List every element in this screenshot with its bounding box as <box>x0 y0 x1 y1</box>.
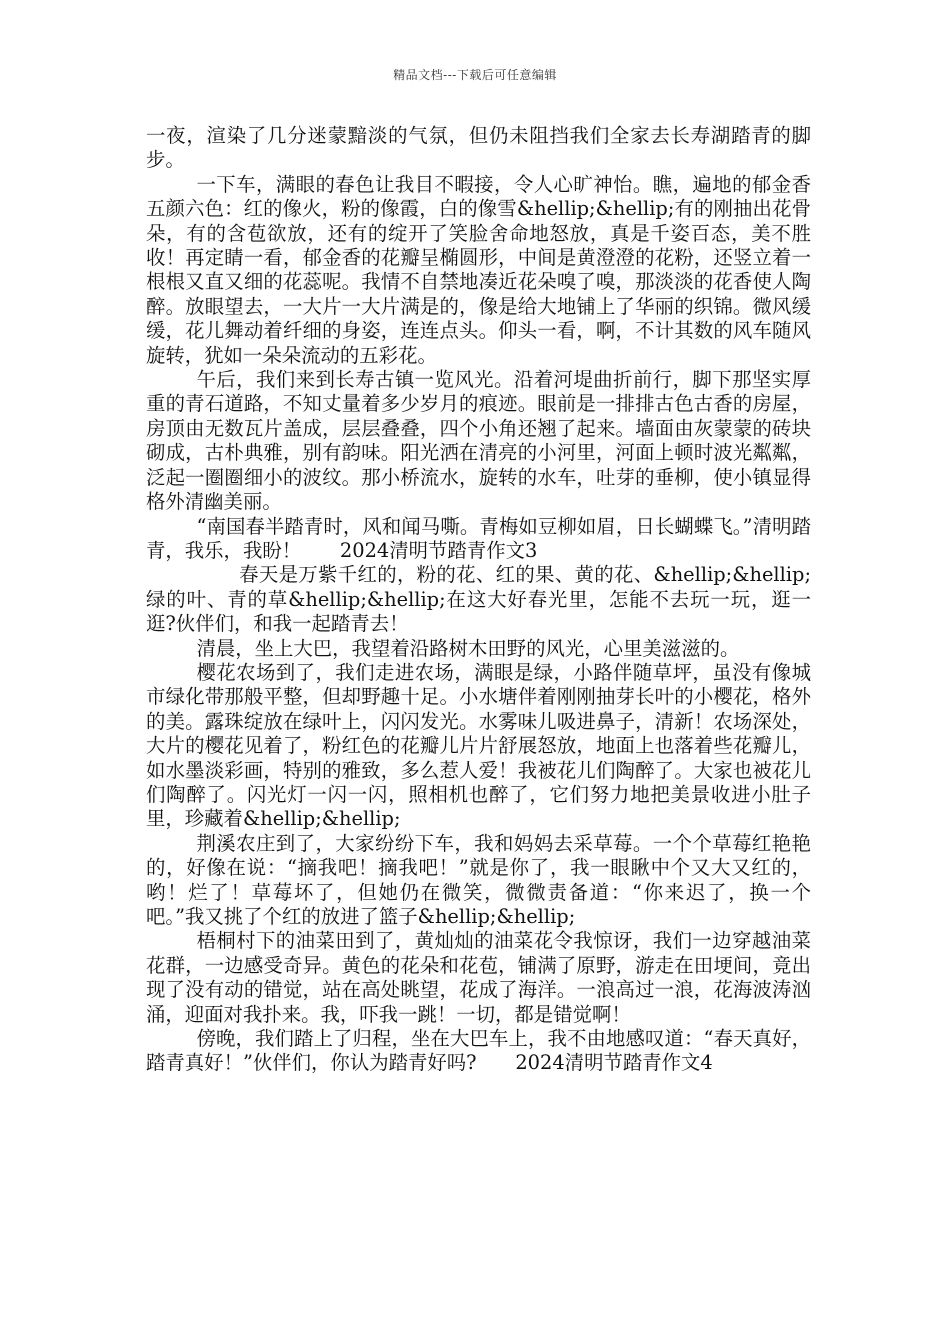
page-header: 精品文档---下载后可任意编辑 <box>393 68 557 82</box>
paragraph-tulips: 一下车，满眼的春色让我目不暇接，令人心旷神怡。瞧，遍地的郁金香五颜六色：红的像火，粉的像霞，白的像雪&hellip;&hellip;有的刚抽出花骨朵，有的含苞欲放，还有的绽开了笑脸舍命地怒放，真是千姿百态，美不胜收！再定睛一看，郁金香的花瓣呈椭圆形，中间是黄澄澄的花粉，还竖立着一根根又直又细的花蕊呢。我情不自禁地凑近花朵嗅了嗅，那淡淡的花香使人陶醉。放眼望去，一大片一大片满是的，像是给大地铺上了华丽的织锦。微风缓缓，花儿舞动着纤细的身姿，连连点头。仰头一看，啊，不计其数的风车随风旋转，犹如一朵朵流动的五彩花。 <box>146 172 811 367</box>
paragraph-poem: “南国春半踏青时，风和闻马嘶。青梅如豆柳如眉，日长蝴蝶飞。”清明踏青，我乐，我盼！ 2024清明节踏青作文3 <box>146 514 811 562</box>
paragraph-continuation: 一夜，渲染了几分迷蒙黯淡的气氛，但仍未阻挡我们全家去长寿湖踏青的脚步。 <box>146 124 811 172</box>
paragraph-cherry-farm: 樱花农场到了，我们走进农场，满眼是绿，小路伴随草坪，虽没有像城市绿化带那般平整，但却野趣十足。小水塘伴着刚刚抽芽长叶的小樱花，格外的美。露珠绽放在绿叶上，闪闪发光。水雾味儿吸进鼻子，清新！农场深处，大片的樱花见着了，粉红色的花瓣儿片片舒展怒放，地面上也落着些花瓣儿，如水墨淡彩画，特别的雅致，多么惹人爱！我被花儿们陶醉了。大家也被花儿们陶醉了。闪光灯一闪一闪，照相机也醉了，它们努力地把美景收进小肚子里，珍藏着&hellip;&hellip; <box>146 660 811 831</box>
paragraph-rapeseed: 梧桐村下的油菜田到了，黄灿灿的油菜花令我惊讶，我们一边穿越油菜花群，一边感受奇异。黄色的花朵和花苞，铺满了原野，游走在田埂间，竟出现了没有动的错觉，站在高处眺望，花成了海洋。一浪高过一浪，花海波涛汹涌，迎面对我扑来。我，吓我一跳！一切，都是错觉啊！ <box>146 929 811 1026</box>
document-body <box>146 124 811 1076</box>
paragraph-evening: 傍晚，我们踏上了归程，坐在大巴车上，我不由地感叹道：“春天真好，踏青真好！”伙伴们，你认为踏青好吗? 2024清明节踏青作文4 <box>146 1027 811 1075</box>
paragraph-old-town: 午后，我们来到长寿古镇一览风光。沿着河堤曲折前行，脚下那坚实厚重的青石道路，不知丈量着多少岁月的痕迹。眼前是一排排古色古香的房屋，房顶由无数瓦片盖成，层层叠叠，四个小角还翘了起来。墙面由灰蒙蒙的砖块砌成，古朴典雅，别有韵味。阳光洒在清亮的小河里，河面上顿时波光粼粼，泛起一圈圈细小的波纹。那小桥流水，旋转的水车，吐芽的垂柳，使小镇显得格外清幽美丽。 <box>146 368 811 514</box>
paragraph-morning: 清晨，坐上大巴，我望着沿路树木田野的风光，心里美滋滋的。 <box>196 636 740 660</box>
paragraph-essay3-intro: 春天是万紫千红的，粉的花、红的果、黄的花、&hellip;&hellip;绿的叶、青的草&hellip;&hellip;在这大好春光里，怎能不去玩一玩，逛一逛?伙伴们，和我一起踏青去！ <box>146 563 811 636</box>
paragraph-strawberry: 荆溪农庄到了，大家纷纷下车，我和妈妈去采草莓。一个个草莓红艳艳的，好像在说：“摘我吧！摘我吧！”就是你了，我一眼瞅中个又大又红的，哟！烂了！草莓坏了，但她仍在微笑，微微责备道：“你来迟了，换一个吧。”我又挑了个红的放进了篮子&hellip;&hellip; <box>146 831 811 928</box>
